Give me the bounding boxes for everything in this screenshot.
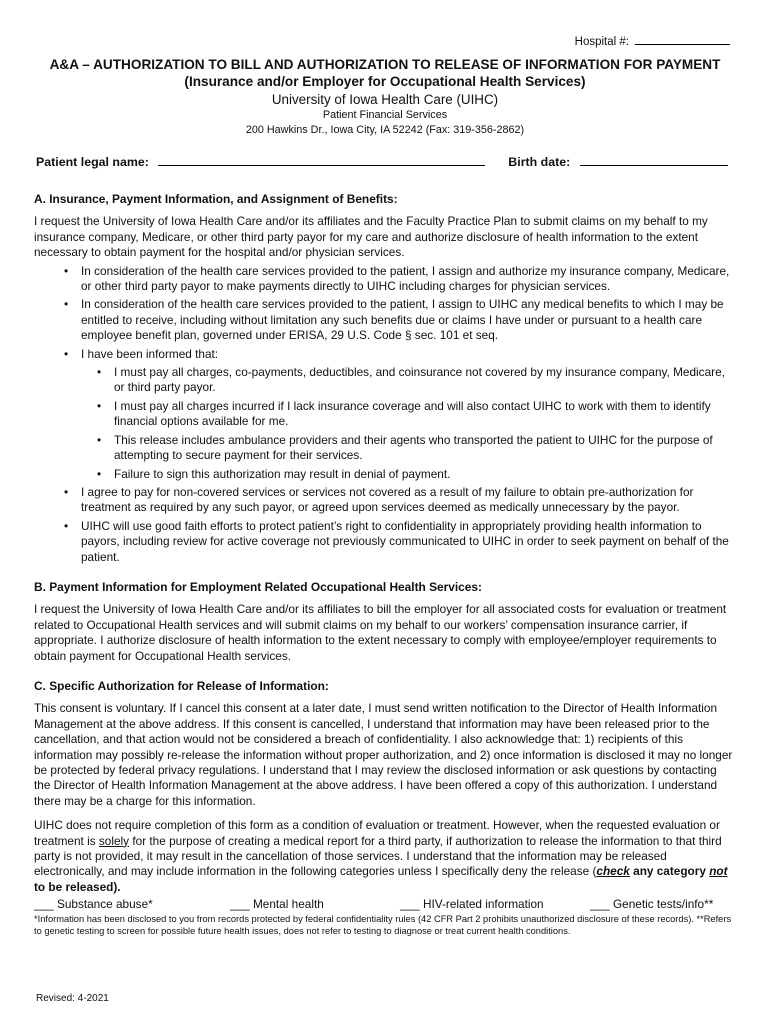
release-categories — [34, 897, 734, 912]
para2-check: check — [596, 864, 630, 879]
list-item — [34, 347, 734, 482]
hospital-number-field — [575, 34, 730, 48]
para2-solely: solely — [98, 833, 130, 848]
birth-date-label: Birth date: — [508, 155, 571, 169]
department-address: 200 Hawkins Dr., Iowa City, IA 52242 (Fax: 319-356-2862) — [245, 124, 525, 136]
section-a — [34, 192, 734, 565]
para2-text-b: for the purpose of creating a medical report for a third party, if authorization to release the information to that third party is not provided, it may result in the cancellation of those services. I understand that the information may be released electronically, and may include information in the following categories unless I specifically deny the release ( — [34, 833, 722, 879]
informed-label: I have been informed that: — [81, 346, 219, 361]
list-item: • In consideration of the health care services provided to the patient, I assign and authorize my insurance company, Medicare, or other third party payor to make payments directly to UIHC including charges for physician services. — [34, 264, 734, 295]
para2-text-a: UIHC does not require completion of this form as a condition of evaluation or treatment. However, when the requested evaluation or treatment is — [34, 818, 720, 848]
sub-list-item: • I must pay all charges incurred if I lack insurance coverage and will also contact UIHC to work with them to identify financial options available for me. — [81, 399, 734, 430]
patient-name-line[interactable] — [158, 153, 485, 166]
organization-name: University of Iowa Health Care (UIHC) — [271, 92, 499, 107]
section-c-para2 — [34, 818, 734, 895]
para2-mid: any category — [629, 864, 710, 879]
department-block — [0, 108, 770, 138]
sub-list-item: • I must pay all charges, co-payments, deductibles, and coinsurance not covered by my insurance company, Medicare, or third party payor. — [81, 365, 734, 396]
option-hiv-info[interactable]: ___ HIV-related information — [400, 897, 544, 912]
patient-fields — [36, 153, 736, 169]
list-item: • UIHC will use good faith efforts to protect patient’s right to confidentiality in appropriately providing health information to payors, including review for active coverage not previously communicated to UIHC in order to seek payment on behalf of the patient. — [34, 519, 734, 565]
informed-sublist — [81, 365, 734, 482]
section-c-para1: This consent is voluntary. If I cancel this consent at a later date, I must send written notification to the Director of Health Information Management at the above address. If this consent is cancelled, I understand that information may have been released prior to the cancellation, and that action would not be considered a breach of confidentiality. I also acknowledge that: 1) recipients of this information may possibly re-release the information without proper authorization, and 2) once information is disclosed it may no longer be protected by federal privacy regulations. I understand that I may review the disclosed information or ask questions by contacting the Director of Health Information Management at the above address. I have been offered a copy of this authorization. I understand there may be a charge for this information. — [34, 701, 733, 808]
birth-date-line[interactable] — [580, 153, 728, 166]
option-substance-abuse[interactable]: ___ Substance abuse* — [34, 897, 153, 912]
section-c-heading: C. Specific Authorization for Release of Information: — [34, 678, 329, 693]
revision-date: Revised: 4-2021 — [36, 993, 109, 1004]
hospital-number-label: Hospital #: — [574, 36, 629, 48]
hospital-number-line[interactable] — [635, 34, 730, 45]
section-b-heading: B. Payment Information for Employment Related Occupational Health Services: — [34, 579, 482, 594]
list-item: • I agree to pay for non-covered services or services not covered as a result of my failure to obtain pre-authorization for treatment as required by any such payor, or agreed upon services deemed as medically unnecessary by the payor. — [34, 485, 734, 516]
para2-end: to be released). — [34, 879, 121, 894]
title-line-1: A&A – AUTHORIZATION TO BILL AND AUTHORIZATION TO RELEASE OF INFORMATION FOR PAYMENT — [49, 57, 721, 72]
section-a-intro: I request the University of Iowa Health Care and/or its affiliates and the Faculty Practice Plan to submit claims on my behalf to my insurance company, Medicare, or other third party payor for my care and authorize disclosure of health information to the extent necessary to obtain payment for the hospital and/or physician services. — [34, 214, 708, 260]
form-body — [34, 192, 734, 938]
option-mental-health[interactable]: ___ Mental health — [230, 897, 324, 912]
section-b — [34, 580, 734, 664]
department-name: Patient Financial Services — [322, 109, 448, 121]
section-a-list — [34, 264, 734, 565]
footnote: *Information has been disclosed to you from records protected by federal confidentiality rules (42 CFR Part 2 prohibits unauthorized disclosure of these records). **Refers to genetic testing to screen for possible future health issues, does not refer to testing to diagnose or treat current health conditions. — [34, 913, 732, 937]
form-title — [0, 56, 770, 90]
section-a-heading: A. Insurance, Payment Information, and Assignment of Benefits: — [34, 192, 398, 206]
patient-name-label: Patient legal name: — [36, 155, 149, 169]
section-c — [34, 679, 734, 938]
sub-list-item: • Failure to sign this authorization may result in denial of payment. — [81, 467, 734, 482]
para2-not: not — [709, 864, 728, 879]
list-item: • In consideration of the health care services provided to the patient, I assign to UIHC any medical benefits to which I may be entitled to receive, including without limitation any such benefits due or claims I have under or pursuant to a health care employee benefit plan, governed under ERISA, 29 U.S. Code § sec. 101 et seq. — [34, 297, 734, 343]
option-genetic-tests[interactable]: ___ Genetic tests/info** — [590, 897, 714, 912]
title-line-2: (Insurance and/or Employer for Occupational Health Services) — [184, 74, 586, 89]
sub-list-item: • This release includes ambulance providers and their agents who transported the patient to UIHC for the purpose of attempting to secure payment for their services. — [81, 433, 734, 464]
section-b-text: I request the University of Iowa Health Care and/or its affiliates to bill the employer for all associated costs for evaluation or treatment related to Occupational Health services and will submit claims on my behalf to our workers’ compensation insurance carrier, if appropriate. I authorize disclosure of health information to the extent necessary to comply with employee/employer requirements to obtain payment for Occupational Health services. — [34, 602, 727, 663]
